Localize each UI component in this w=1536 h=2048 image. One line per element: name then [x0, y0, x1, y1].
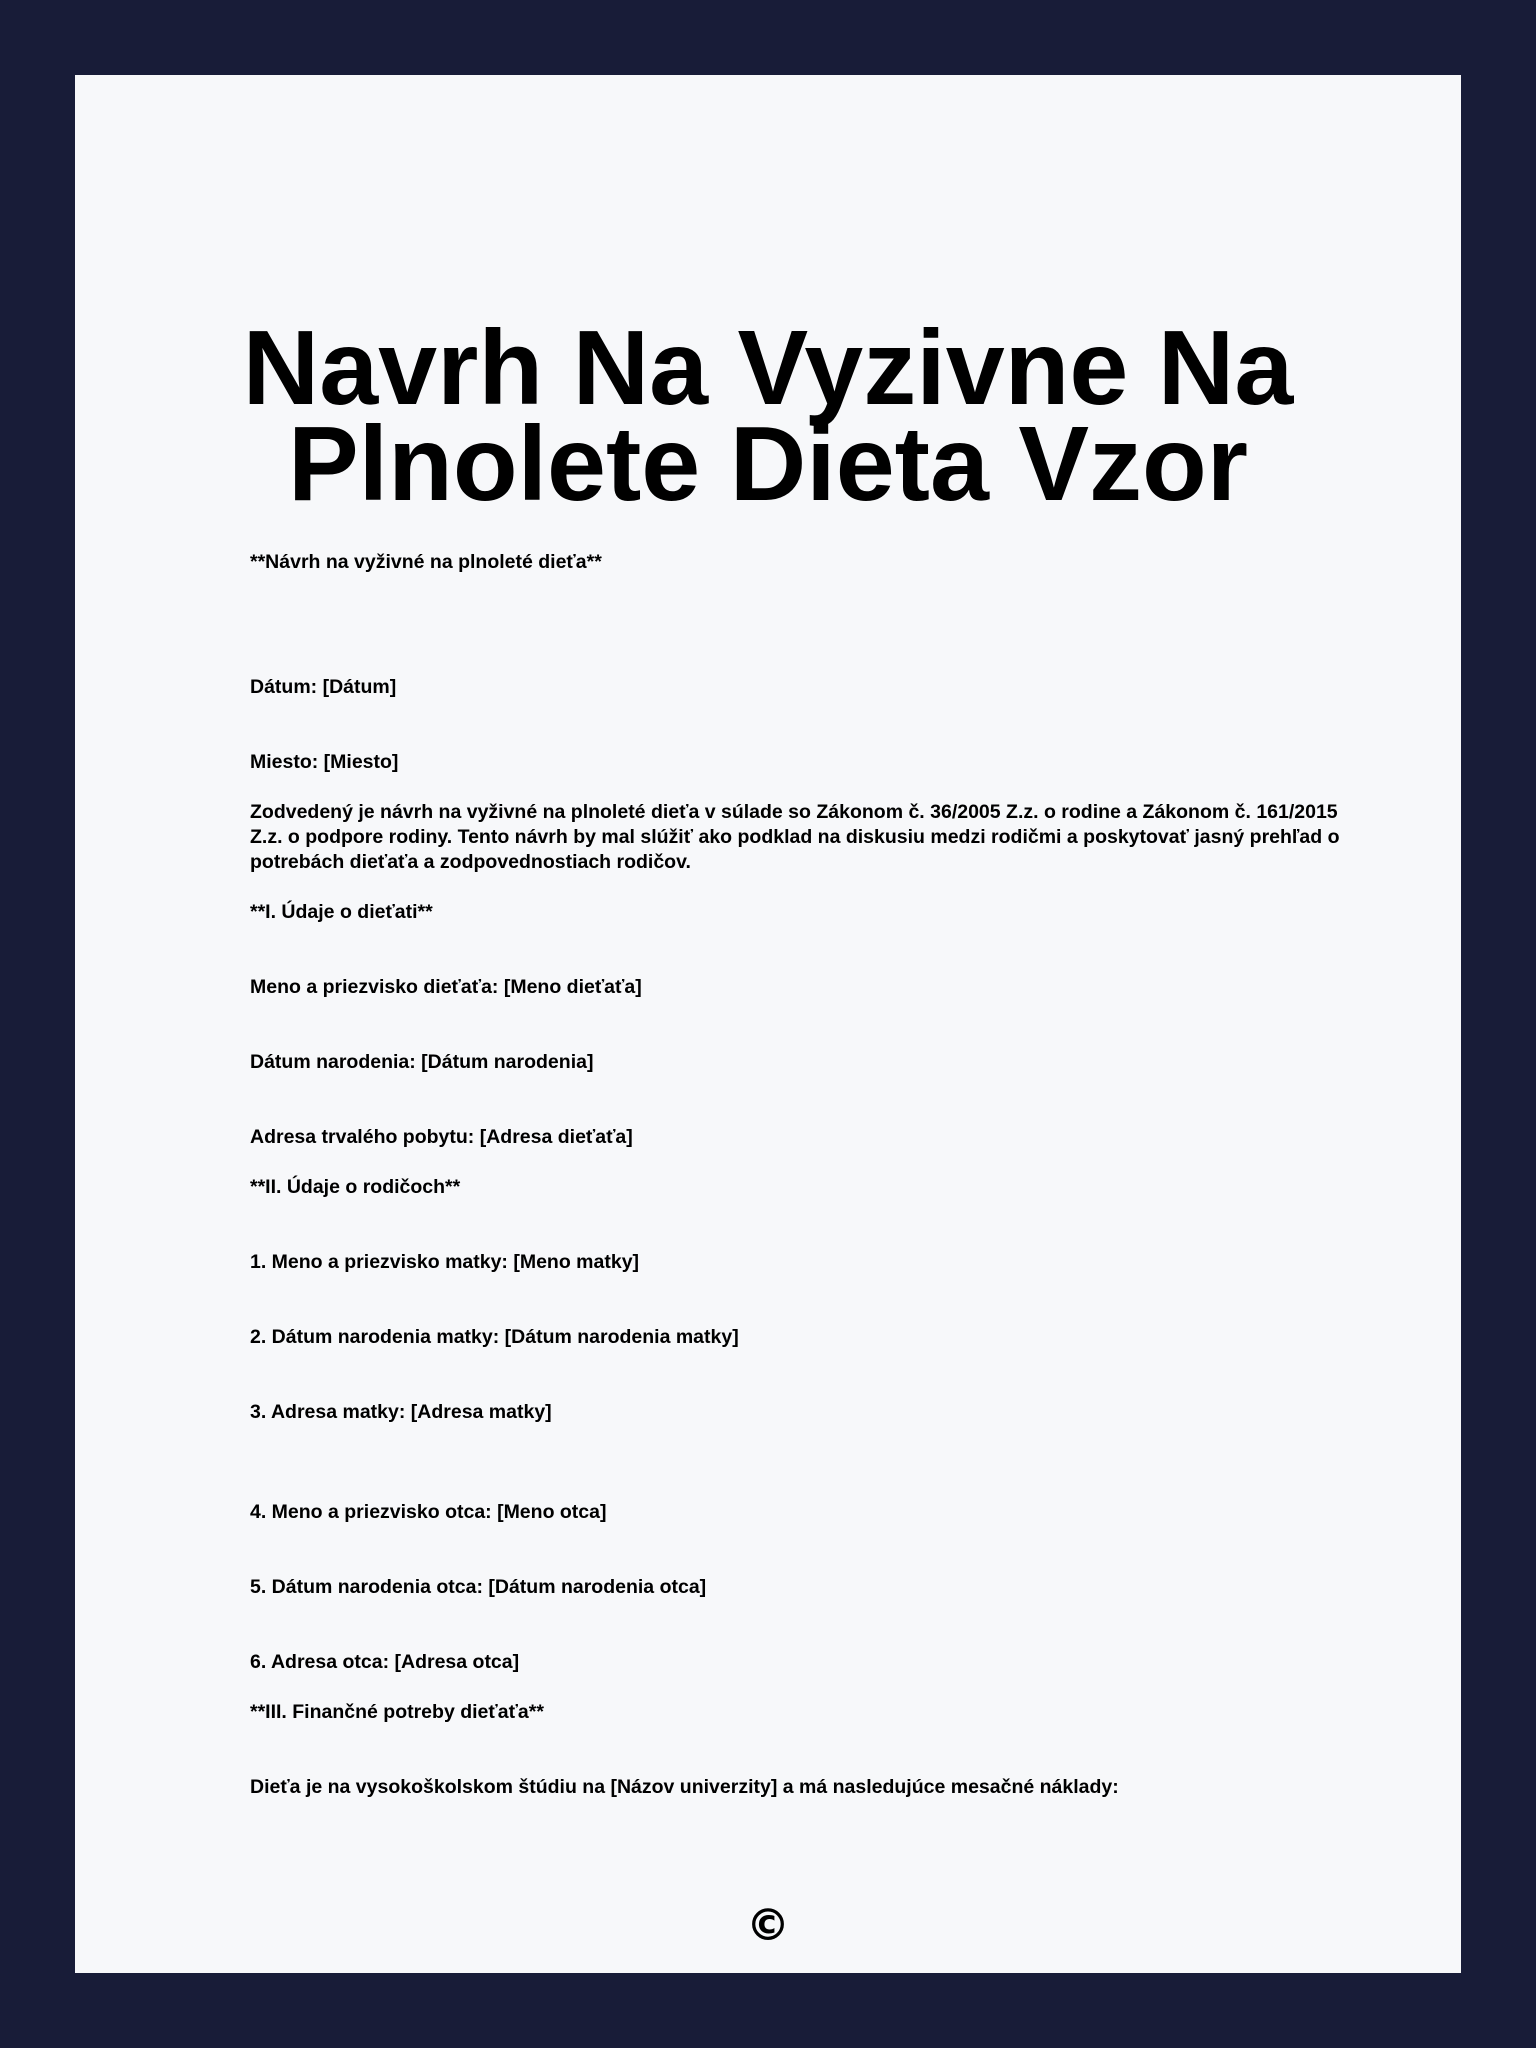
- document-page: [75, 75, 1461, 1973]
- parent-item-1: 1. Meno a priezvisko matky: [Meno matky]: [250, 1251, 640, 1273]
- parent-item-2: 2. Dátum narodenia matky: [Dátum narodenia matky]: [250, 1326, 739, 1348]
- child-name-line: Meno a priezvisko dieťaťa: [Meno dieťaťa]: [250, 976, 642, 998]
- child-birth-line: Dátum narodenia: [Dátum narodenia]: [250, 1051, 594, 1073]
- document-heading: **Návrh na vyživné na plnoleté dieťa**: [250, 551, 602, 573]
- finance-text: Dieťa je na vysokoškolskom štúdiu na [Názov univerzity] a má nasledujúce mesačné náklady:: [250, 1776, 1119, 1798]
- parent-item-3: 3. Adresa matky: [Adresa matky]: [250, 1401, 552, 1423]
- place-line: Miesto: [Miesto]: [250, 751, 399, 773]
- parent-item-5: 5. Dátum narodenia otca: [Dátum narodenia otca]: [250, 1576, 707, 1598]
- parent-item-6: 6. Adresa otca: [Adresa otca]: [250, 1651, 520, 1673]
- copyright-icon: ©: [746, 1900, 790, 1951]
- section-heading-finance: **III. Finančné potreby dieťaťa**: [250, 1701, 544, 1723]
- intro-paragraph: Zodvedený je návrh na vyživné na plnoleté dieťa v súlade so Zákonom č. 36/2005 Z.z. o rodine a Zákonom č. 161/2015 Z.z. o podpore rodiny. Tento návrh by mal slúžiť ako podklad na diskusiu medzi rodičmi a poskytovať jasný prehľad o potrebách dieťaťa a zodpovednostiach rodičov.: [250, 801, 1340, 873]
- section-heading-parents: **II. Údaje o rodičoch**: [250, 1176, 461, 1198]
- section-heading-child: **I. Údaje o dieťati**: [250, 901, 433, 923]
- document-title: Navrh Na Vyzivne Na Plnolete Dieta Vzor: [242, 309, 1294, 523]
- parent-item-4: 4. Meno a priezvisko otca: [Meno otca]: [250, 1501, 607, 1523]
- date-line: Dátum: [Dátum]: [250, 676, 397, 698]
- child-address-line: Adresa trvalého pobytu: [Adresa dieťaťa]: [250, 1126, 633, 1148]
